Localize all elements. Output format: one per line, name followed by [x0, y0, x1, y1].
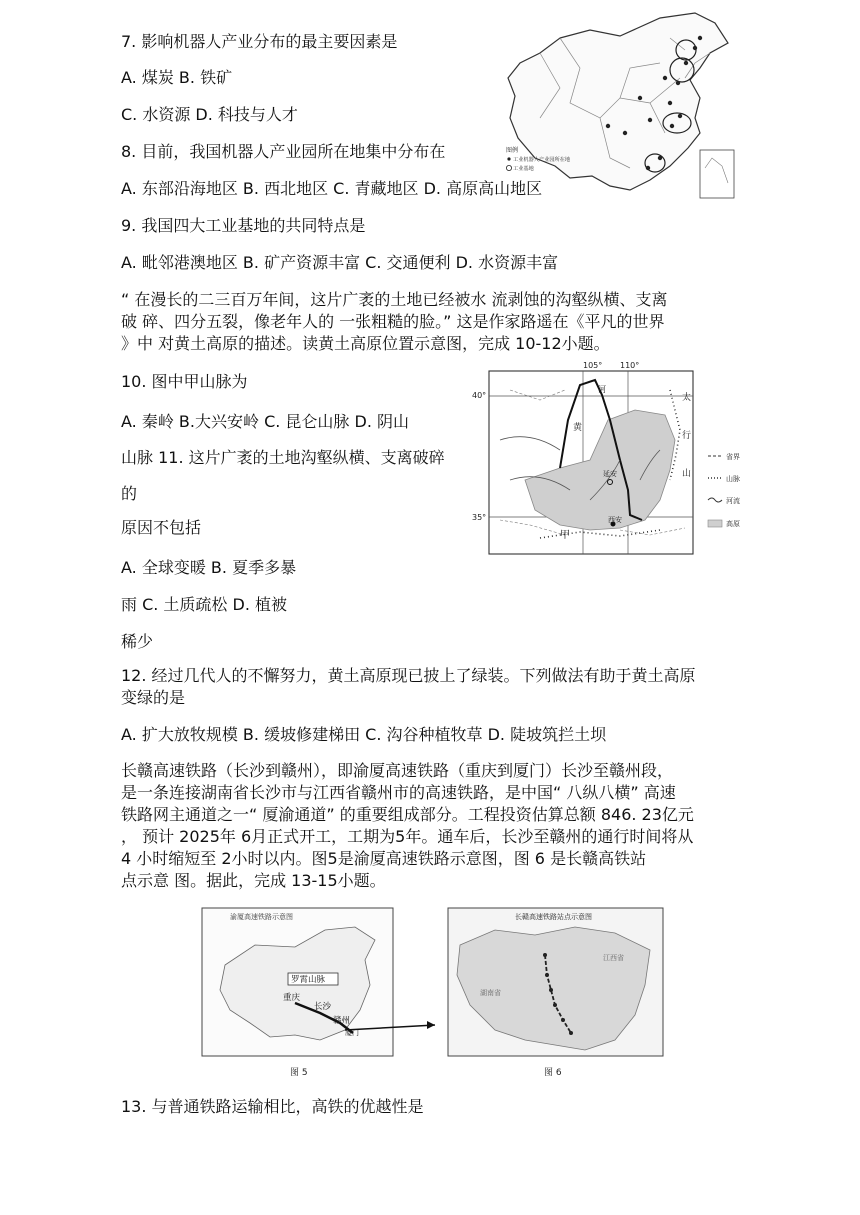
- passage-1-line-1: “ 在漫长的二三百万年间，这片广袤的土地已经被水 流剥蚀的沟壑纵横、支离: [121, 290, 668, 309]
- question-10-options-1: A. 秦岭 B.大兴安岭 C. 昆仑山脉 D. 阴山: [121, 412, 409, 431]
- legend-river: 河流: [726, 497, 740, 505]
- mountain-label-hang: 行: [682, 431, 692, 441]
- mountain-label-tai: 太: [682, 393, 692, 403]
- question-13: 13. 与普通铁路运输相比，高铁的优越性是: [121, 1097, 424, 1116]
- figure-5-caption: 图 5: [290, 1068, 308, 1078]
- latitude-35-label: 35°: [472, 513, 487, 522]
- question-11-line-5: 稀少: [121, 632, 154, 651]
- latitude-40-label: 40°: [472, 391, 487, 400]
- industrial-park-dot: [684, 61, 688, 65]
- fig5-label-chongqing: 重庆: [283, 993, 301, 1003]
- question-11-line-4: 雨 C. 土质疏松 D. 植被: [121, 595, 288, 614]
- question-8: 8. 目前，我国机器人产业园所在地集中分布在: [121, 142, 446, 161]
- fig6-label-jiangxi: 江西省: [603, 954, 624, 962]
- loess-plateau-map: [470, 360, 762, 556]
- question-12-options: A. 扩大放牧规模 B. 缓坡修建梯田 C. 沟谷种植牧草 D. 陡坡筑拦土坝: [121, 725, 607, 744]
- question-11-line-1: 的: [121, 484, 138, 503]
- river-label-huang: 黄: [573, 423, 583, 433]
- question-12-line-2: 变绿的是: [121, 688, 186, 707]
- question-9: 9. 我国四大工业基地的共同特点是: [121, 216, 366, 235]
- question-7: 7. 影响机器人产业分布的最主要因素是: [121, 32, 398, 51]
- question-10: 10. 图中甲山脉为: [121, 372, 248, 391]
- passage-1-line-3: 》中 对黄土高原的描述。读黄土高原位置示意图，完成 10-12小题。: [121, 334, 610, 353]
- map-legend-industrial-base: 工业基地: [513, 166, 534, 172]
- question-11-line-2: 原因不包括: [121, 518, 202, 537]
- city-label-xian: 西安: [608, 516, 622, 524]
- figures-5-6: [195, 905, 670, 1085]
- legend-mountain: 山脉: [726, 475, 740, 483]
- question-7-options-cd: C. 水资源 D. 科技与人才: [121, 105, 298, 124]
- river-label-he: 河: [598, 385, 606, 394]
- fig5-label-ganzhou: 赣州: [333, 1016, 351, 1026]
- map-legend-robot-park: 工业机器人产业园所在地: [513, 157, 571, 163]
- longitude-105-label: 105°: [583, 361, 603, 370]
- question-9-options: A. 毗邻港澳地区 B. 矿产资源丰富 C. 交通便利 D. 水资源丰富: [121, 253, 559, 272]
- legend-plateau: 高原: [726, 520, 740, 528]
- passage-2-line-5: 4 小时缩短至 2小时以内。图5是渝厦高速铁路示意图，图 6 是长赣高铁站: [121, 849, 647, 868]
- passage-2-line-1: 长赣高速铁路（长沙到赣州），即渝厦高速铁路（重庆到厦门）长沙至赣州段，: [121, 761, 674, 780]
- figure-6-caption: 图 6: [544, 1068, 562, 1078]
- passage-2-line-3: 铁路网主通道之一“ 厦渝通道” 的重要组成部分。工程投资估算总额 846. 23亿元: [121, 805, 694, 824]
- longitude-110-label: 110°: [620, 361, 640, 370]
- figure-5-title: 渝厦高速铁路示意图: [230, 913, 293, 921]
- map-legend-title: 图例: [506, 147, 519, 154]
- fig5-label-xiamen: 厦门: [345, 1029, 359, 1037]
- question-11-line-3: A. 全球变暖 B. 夏季多暴: [121, 558, 297, 577]
- question-12-line-1: 12. 经过几代人的不懈努力，黄土高原现已披上了绿装。下列做法有助于黄土高原: [121, 666, 696, 685]
- question-8-options: A. 东部沿海地区 B. 西北地区 C. 青藏地区 D. 高原高山地区: [121, 179, 543, 198]
- passage-1-line-2: 破 碎、四分五裂，像老年人的 一张粗糙的脸。” 这是作家路遥在《平凡的世界: [121, 312, 665, 331]
- mountain-label-jia: 甲: [560, 530, 570, 541]
- passage-2-line-6: 点示意 图。据此，完成 13-15小题。: [121, 871, 386, 890]
- figure-6-title: 长赣高速铁路站点示意图: [515, 913, 592, 921]
- city-label-yanan: 延安: [603, 470, 617, 478]
- question-10-options-2: 山脉 11. 这片广袤的土地沟壑纵横、支离破碎: [121, 448, 445, 467]
- mountain-label-shan: 山: [682, 469, 692, 479]
- fig5-label-changsha: 长沙: [314, 1002, 332, 1012]
- south-sea-inset: [700, 150, 734, 198]
- china-robot-industry-map: [500, 8, 740, 202]
- fig6-label-hunan: 湖南省: [480, 989, 501, 997]
- question-7-options-ab: A. 煤炭 B. 铁矿: [121, 68, 233, 87]
- fig5-label-luoxiao: 罗霄山脉: [291, 975, 326, 985]
- passage-2-line-4: ， 预计 2025年 6月正式开工，工期为5年。通车后，长沙至赣州的通行时间将从: [121, 827, 694, 846]
- legend-province-border: 省界: [726, 453, 740, 461]
- passage-2-line-2: 是一条连接湖南省长沙市与江西省赣州市的高速铁路，是中国“ 八纵八横” 高速: [121, 783, 676, 802]
